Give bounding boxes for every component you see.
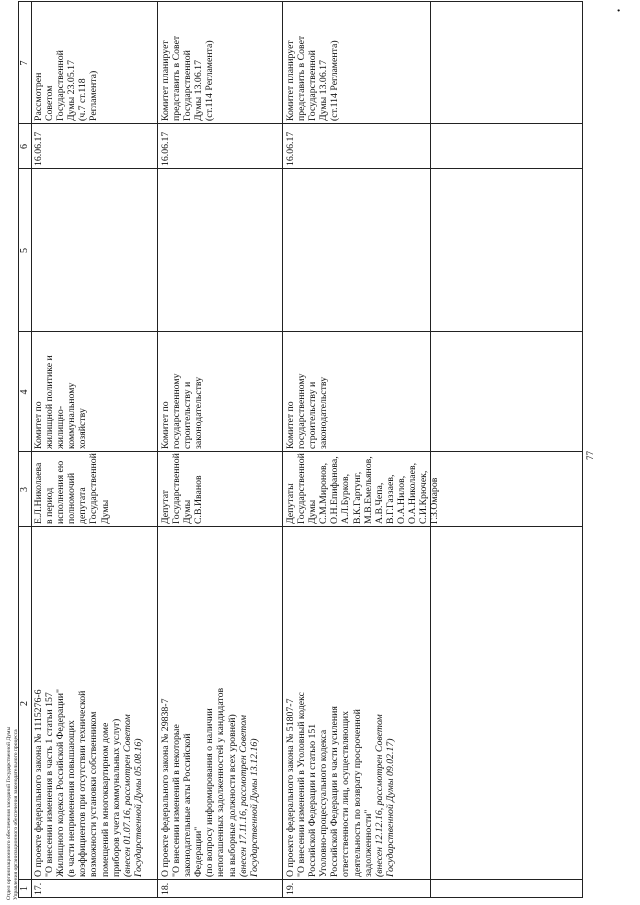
page-number: 77 xyxy=(585,451,595,460)
review-date: 16.06.17 xyxy=(285,131,296,166)
bill-description xyxy=(285,529,396,877)
bill-note: (внесен 17.11.16, рассмотрен Советом Государственной Думы 13.12.16) xyxy=(237,714,260,877)
bill-initiator: Депутат Государственной Думы С.В.Иванов xyxy=(160,453,205,524)
row-number: 19. xyxy=(285,882,296,895)
responsible-committee: Комитет по государственному строительству и законодательству xyxy=(160,373,205,449)
row-number: 17. xyxy=(33,882,44,895)
footer-line-2: Управления организационного обеспечения законодательного процесса xyxy=(13,729,19,900)
bill-note: (внесен 01.07.16, рассмотрен Советом Государственной Думы 05.08.16) xyxy=(121,714,144,877)
bill-initiator: Депутаты Государственной Думы С.М.Миронов, О.Н.Епифанова, А.Л.Бурков, В.К.Гартунг, М.В.Емельянов, А.В.Чепа, В.Г.Газзаев, О.А.Нилов, О.А.Николаев, С.И.Крючек, Г.З.Омаров xyxy=(285,453,441,524)
col-header-2: 2 xyxy=(19,701,30,706)
row-number: 18. xyxy=(160,882,171,895)
review-status: Рассмотрен Советом Государственной Думы 23.05.17 (ч.7 ст.118 Регламента) xyxy=(33,50,100,121)
col-header-5: 5 xyxy=(19,248,30,253)
bill-title: О проекте федерального закона № 29838-7 "О внесении изменений в некоторые законодательные акты Российской Федерации" (по вопросу информирования о наличии непогашенных задолженностей у кандидатов на выборные должности всех уровней) xyxy=(160,687,238,877)
col-header-7: 7 xyxy=(19,60,30,66)
responsible-committee: Комитет по жилищной политике и жилищно- коммунальному хозяйству xyxy=(33,355,89,449)
review-status: Комитет планирует представить в Совет Государственной Думы 13.06.17 (ст.114 Регламента) xyxy=(285,35,341,121)
bill-description xyxy=(33,529,144,877)
bill-note: (внесен 12.12.16, рассмотрен Советом Государственной Думы 09.02.17) xyxy=(373,714,396,877)
col-header-3: 3 xyxy=(19,487,30,492)
scan-speck: • xyxy=(614,8,624,12)
col-header-4: 4 xyxy=(19,389,30,395)
bill-title: О проекте федерального закона № 51807-7 "О внесении изменений в Уголовный кодекс Российской Федерации и статью 151 Уголовно-процессуального кодекса Российской Федерации в части усиления ответственности лиц, осуществляющих деятельность по возврату просроченной задолженности" xyxy=(285,692,374,877)
bill-title: О проекте федерального закона № 1115276-6 "О внесении изменения в часть 1 статьи 157 Жилищного кодекса Российской Федерации" (в части неприменения повышающих коэффициентов при отсутствии технической возможности установки собственником помещений в многоквартирном доме приборов учета коммунальных услуг) xyxy=(33,689,122,877)
review-date: 16.06.17 xyxy=(33,131,44,166)
review-status: Комитет планирует представить в Совет Государственной Думы 13.06.17 (ст.114 Регламента) xyxy=(160,35,216,121)
responsible-committee: Комитет по государственному строительству и законодательству xyxy=(285,373,330,449)
bill-initiator: Е.Л.Николаева в период исполнения ею полномочий депутата Государственной Думы xyxy=(33,453,111,524)
col-header-1: 1 xyxy=(19,886,30,891)
bill-description xyxy=(160,529,260,877)
footer-line-1: Отдел организационного обеспечения заседаний Государственной Думы xyxy=(6,726,12,900)
review-date: 16.06.17 xyxy=(160,131,171,166)
agenda-table xyxy=(18,1,583,898)
col-header-6: 6 xyxy=(19,144,30,149)
